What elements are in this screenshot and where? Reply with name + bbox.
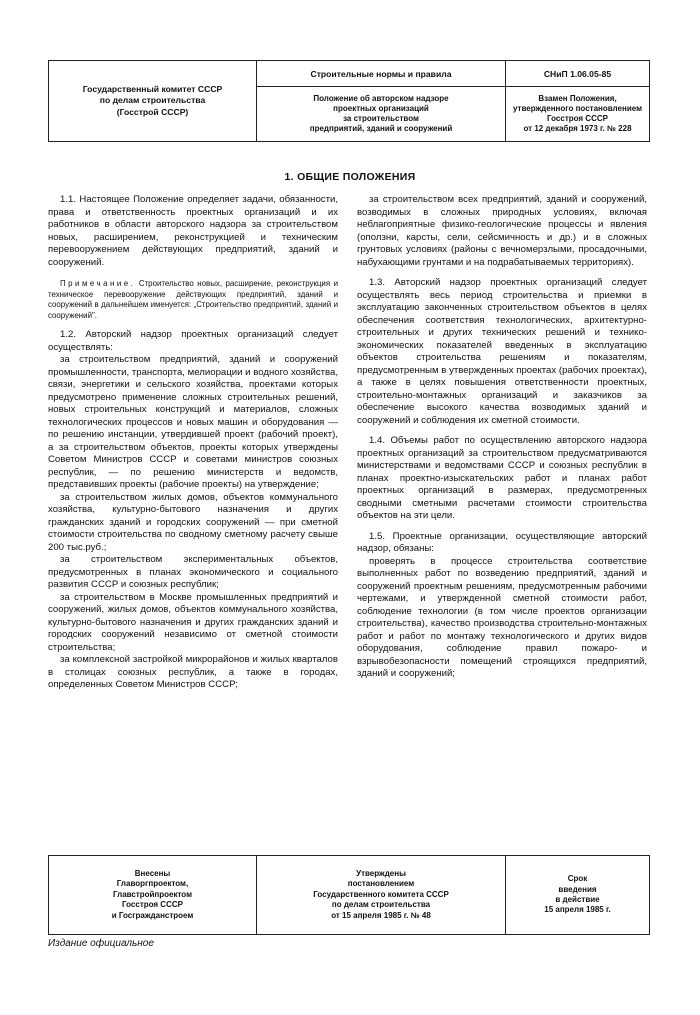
introduced-line: Внесены: [134, 869, 171, 879]
document-title-line: проектных организаций: [333, 104, 429, 113]
note-label: Примечание.: [60, 279, 136, 288]
paragraph: за строительством в Москве промышленных предприятий и сооружений, жилых домов, объектов коммунального хозяйства, культурно-бытового назначения и других гражданских зданий и городских сооружений независимо от сметной стоимости строительства;: [48, 591, 338, 653]
approved-line: Государственного комитета СССР: [313, 889, 449, 899]
approved-cell: [257, 856, 506, 934]
replaces-line: от 12 декабря 1973 г. № 228: [523, 124, 632, 133]
effective-line: 15 апреля 1985 г.: [544, 905, 611, 915]
approved-line: постановлением: [347, 879, 415, 889]
effective-line: введения: [558, 884, 597, 894]
introduced-line: и Госгражданстроем: [111, 910, 194, 920]
introduced-line: Главстройпроектом: [112, 889, 192, 899]
effective-cell: [506, 856, 649, 934]
header-table: [48, 60, 650, 142]
committee-cell: [49, 61, 257, 141]
title-cell: [257, 61, 506, 141]
effective-line: в действие: [555, 895, 600, 904]
footer-table: [48, 855, 650, 935]
document-title: [257, 87, 505, 141]
introduced-line: Главоргпроектом,: [116, 879, 189, 889]
code-cell: [506, 61, 649, 141]
paragraph-1-1: 1.1. Настоящее Положение определяет задачи, обязанности, права и ответственность проектных организаций и их работников в области авторского надзора за строительством новых, расширением, реконструкцией и техническим перевооружением действующих предприятий, зданий и сооружений.: [48, 194, 338, 268]
replaces-note: [506, 87, 649, 141]
section-title: 1. ОБЩИЕ ПОЛОЖЕНИЯ: [284, 171, 416, 183]
official-edition: Издание официальное: [48, 938, 154, 949]
introduced-cell: [49, 856, 257, 934]
committee-line: Государственный комитет СССР: [82, 84, 223, 95]
document-title-line: предприятий, зданий и сооружений: [309, 124, 453, 133]
paragraph-1-2: 1.2. Авторский надзор проектных организаций следует осуществлять:: [48, 329, 338, 353]
paragraph: за строительством всех предприятий, зданий и сооружений, возводимых в сложных природных условиях, включая неблагоприятные физико-геологические процессы и явления (оползни, карсты, сели, сейсмичность и др.) и в сложных грунтовых условиях (районы с вечномерзлыми, просадочными, набухающими грунтами и на подрабатываемых территориях).: [357, 194, 647, 268]
paragraph: проверять в процессе строительства соответствие выполненных работ по возведению предприятий, зданий и сооружений проектным решениям, предусмотренным рабочими чертежами, и утвержденной сметной стоимости работ, соблюдение технологии (в том числе проектов организации строительства), качество производства строительно-монтажных работ и работ по монтажу технологического и других видов оборудования, соблюдение правил пожаро- и взрывобезопасности помещений строящихся предприятий, зданий и сооружений;: [357, 555, 647, 679]
effective-line: Срок: [567, 874, 588, 884]
left-column: [48, 194, 338, 692]
paragraph: за строительством экспериментальных объектов, предусмотренных в планах экономического и социального развития СССР и союзных республик;: [48, 554, 338, 590]
paragraph: за комплексной застройкой микрорайонов и жилых кварталов в столицах союзных республик, а также в городах, определенных Советом Министров СССР;: [48, 654, 338, 690]
norms-title: Строительные нормы и правила: [257, 61, 505, 87]
approved-line: по делам строительства: [331, 900, 431, 910]
paragraph-1-3: 1.3. Авторский надзор проектных организаций следует осуществлять весь период строительства и приемки в эксплуатацию законченных строительством объектов в целях обеспечения соответствия технологических, архитектурно-строительных и других технических решений и технико-экономических показателей введенных в эксплуатацию объектов строительства решениям и показателям, предусмотренным в утвержденных проектах (рабочих проектах), а также в целях повышения ответственности проектных, строительно-монтажных организаций и заказчиков за обеспечение высокого качества возводимых зданий и сооружений и соблюдения их сметной стоимости.: [357, 277, 647, 426]
approved-line: от 15 апреля 1985 г. № 48: [331, 910, 431, 920]
right-column: [357, 194, 647, 681]
replaces-line: утвержденного постановлением: [513, 104, 642, 113]
replaces-line: Госстроя СССР: [547, 114, 608, 123]
note: [48, 279, 338, 321]
document-title-line: за строительством: [343, 114, 419, 123]
replaces-line: Взамен Положения,: [538, 94, 617, 103]
document-code: СНиП 1.06.05-85: [506, 61, 649, 87]
paragraph-1-4: 1.4. Объемы работ по осуществлению авторского надзора проектных организаций за строительством предусматриваются министерствами и ведомствами СССР и союзных республик в планах проектно-изыскательских работ и планах работ проектных организаций в размерах, предусмотренных сводными сметными расчетами стоимости строительства объектов на эти цели.: [357, 435, 647, 521]
approved-line: Утверждены: [356, 869, 406, 879]
note-text: Строительство новых, расширение, реконструкция и техническое перевооружение действующих предприятий, зданий и сооружений в дальнейшем именуется: „Строительство предприятий, зданий и сооружений".: [48, 279, 338, 320]
document-title-line: Положение об авторском надзоре: [313, 94, 449, 103]
committee-line: (Госстрой СССР): [116, 106, 189, 117]
introduced-line: Госстроя СССР: [122, 900, 183, 910]
committee-line: по делам строительства: [99, 95, 206, 106]
paragraph-1-5: 1.5. Проектные организации, осуществляющие авторский надзор, обязаны:: [357, 530, 647, 554]
paragraph: за строительством предприятий, зданий и сооружений промышленности, транспорта, мелиорации и водного хозяйства, связи, энергетики и сельского хозяйства, проектами которых предусмотрено применение сложных строительных решений, новых строительных конструкций и материалов, сложных технологических процессов и новых машин и оборудования — по решению инстанции, утвердившей проект (рабочий проект), а за строительством объектов, проекты которых утверждены Советом Министров СССР и советами министров союзных республик, — по решению министерств и ведомств, представивших проекты (рабочие проекты) на утверждение;: [48, 354, 338, 490]
paragraph: за строительством жилых домов, объектов коммунального хозяйства, культурно-бытового назначения и других гражданских зданий и городских сооружений — при сметной стоимости строительства по сводному сметному расчету свыше 200 тыс.руб.;: [48, 491, 338, 553]
